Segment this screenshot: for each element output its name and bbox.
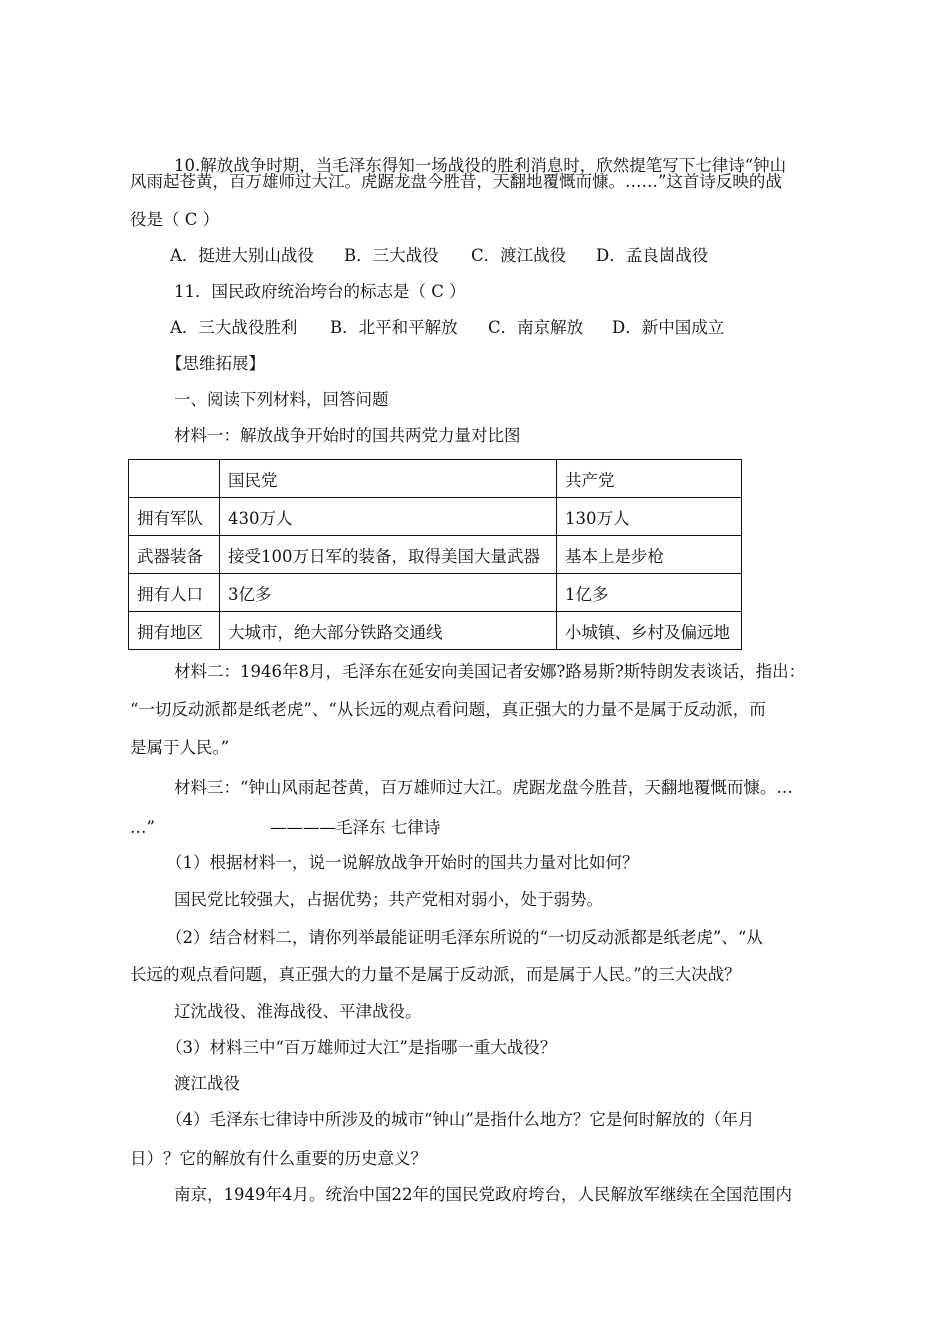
q10-option-a: A．挺进大别山战役 <box>170 246 314 265</box>
question-2-line-1: （2）结合材料二，请你列举最能证明毛泽东所说的“一切反动派都是纸老虎”、“从 <box>166 928 763 947</box>
q11-option-a: A．三大战役胜利 <box>170 318 298 337</box>
table-cell: 拥有人口 <box>129 574 220 612</box>
material-1-title: 材料一：解放战争开始时的国共两党力量对比图 <box>174 426 521 445</box>
q10-line-2: 风雨起苍黄，百万雄师过大江。虎踞龙盘今胜昔，天翻地覆慨而慷。……”这首诗反映的战 <box>130 172 782 191</box>
answer-4-line-1: 南京，1949年4月。统治中国22年的国民党政府垮台，人民解放军继续在全国范围内 <box>174 1185 792 1204</box>
question-2-line-2: 长远的观点看问题，真正强大的力量不是属于反动派，而是属于人民。”的三大决战？ <box>130 965 741 984</box>
material-3-source: ————毛泽东 七律诗 <box>270 818 441 837</box>
q10-option-d: D．孟良崮战役 <box>596 246 709 265</box>
table-cell: 拥有地区 <box>129 612 220 650</box>
table-header-cell <box>129 460 220 498</box>
question-4-line-2: 日）？它的解放有什么重要的历史意义？ <box>130 1149 427 1168</box>
q11-option-b: B．北平和平解放 <box>330 318 458 337</box>
table-cell: 130万人 <box>557 498 742 536</box>
table-row <box>129 574 742 612</box>
q10-option-b: B．三大战役 <box>344 246 439 265</box>
table-cell: 大城市，绝大部分铁路交通线 <box>220 612 557 650</box>
question-4-line-1: （4）毛泽东七律诗中所涉及的城市“钟山”是指什么地方？它是何时解放的（年月 <box>166 1110 755 1129</box>
q11-option-d: D．新中国成立 <box>612 318 725 337</box>
table-cell: 小城镇、乡村及偏远地 <box>557 612 742 650</box>
table-row <box>129 536 742 574</box>
answer-2: 辽沈战役、淮海战役、平津战役。 <box>174 1002 422 1021</box>
question-1: （1）根据材料一，说一说解放战争开始时的国共力量对比如何？ <box>166 853 639 872</box>
q10-line-3: 役是（ C ） <box>130 210 220 229</box>
answer-3: 渡江战役 <box>174 1074 240 1093</box>
table-header-row <box>129 460 742 498</box>
table-row <box>129 498 742 536</box>
material-3-line-2: …” <box>130 818 155 837</box>
part-1-title: 一、阅读下列材料，回答问题 <box>174 390 389 409</box>
material-2-line-1: 材料二：1946年8月，毛泽东在延安向美国记者安娜?路易斯?斯特朗发表谈话，指出： <box>174 662 806 681</box>
table-cell: 接受100万日军的装备，取得美国大量武器 <box>220 536 557 574</box>
section-title: 【思维拓展】 <box>166 354 265 373</box>
q11-stem: 11．国民政府统治垮台的标志是（ C ） <box>174 282 466 301</box>
table-cell: 拥有军队 <box>129 498 220 536</box>
question-3: （3）材料三中“百万雄师过大江”是指哪一重大战役？ <box>166 1038 557 1057</box>
material-2-line-3: 是属于人民。” <box>130 738 230 757</box>
q11-option-c: C．南京解放 <box>488 318 584 337</box>
table-cell: 1亿多 <box>557 574 742 612</box>
q10-line-1: 10.解放战争时期，当毛泽东得知一场战役的胜利消息时，欣然提笔写下七律诗“钟山 <box>174 156 787 175</box>
table-cell: 基本上是步枪 <box>557 536 742 574</box>
table-cell: 430万人 <box>220 498 557 536</box>
table-header-cell: 国民党 <box>220 460 557 498</box>
answer-1: 国民党比较强大，占据优势；共产党相对弱小，处于弱势。 <box>174 890 603 909</box>
q10-option-c: C．渡江战役 <box>471 246 567 265</box>
material-2-line-2: “一切反动派都是纸老虎”、“从长远的观点看问题，真正强大的力量不是属于反动派，而 <box>130 700 766 719</box>
table-row <box>129 612 742 650</box>
material-3-line-1: 材料三：“钟山风雨起苍黄，百万雄师过大江。虎踞龙盘今胜昔，天翻地覆慨而慷。… <box>174 778 793 797</box>
table-header-cell: 共产党 <box>557 460 742 498</box>
table-cell: 3亿多 <box>220 574 557 612</box>
table-cell: 武器装备 <box>129 536 220 574</box>
comparison-table <box>128 459 742 650</box>
